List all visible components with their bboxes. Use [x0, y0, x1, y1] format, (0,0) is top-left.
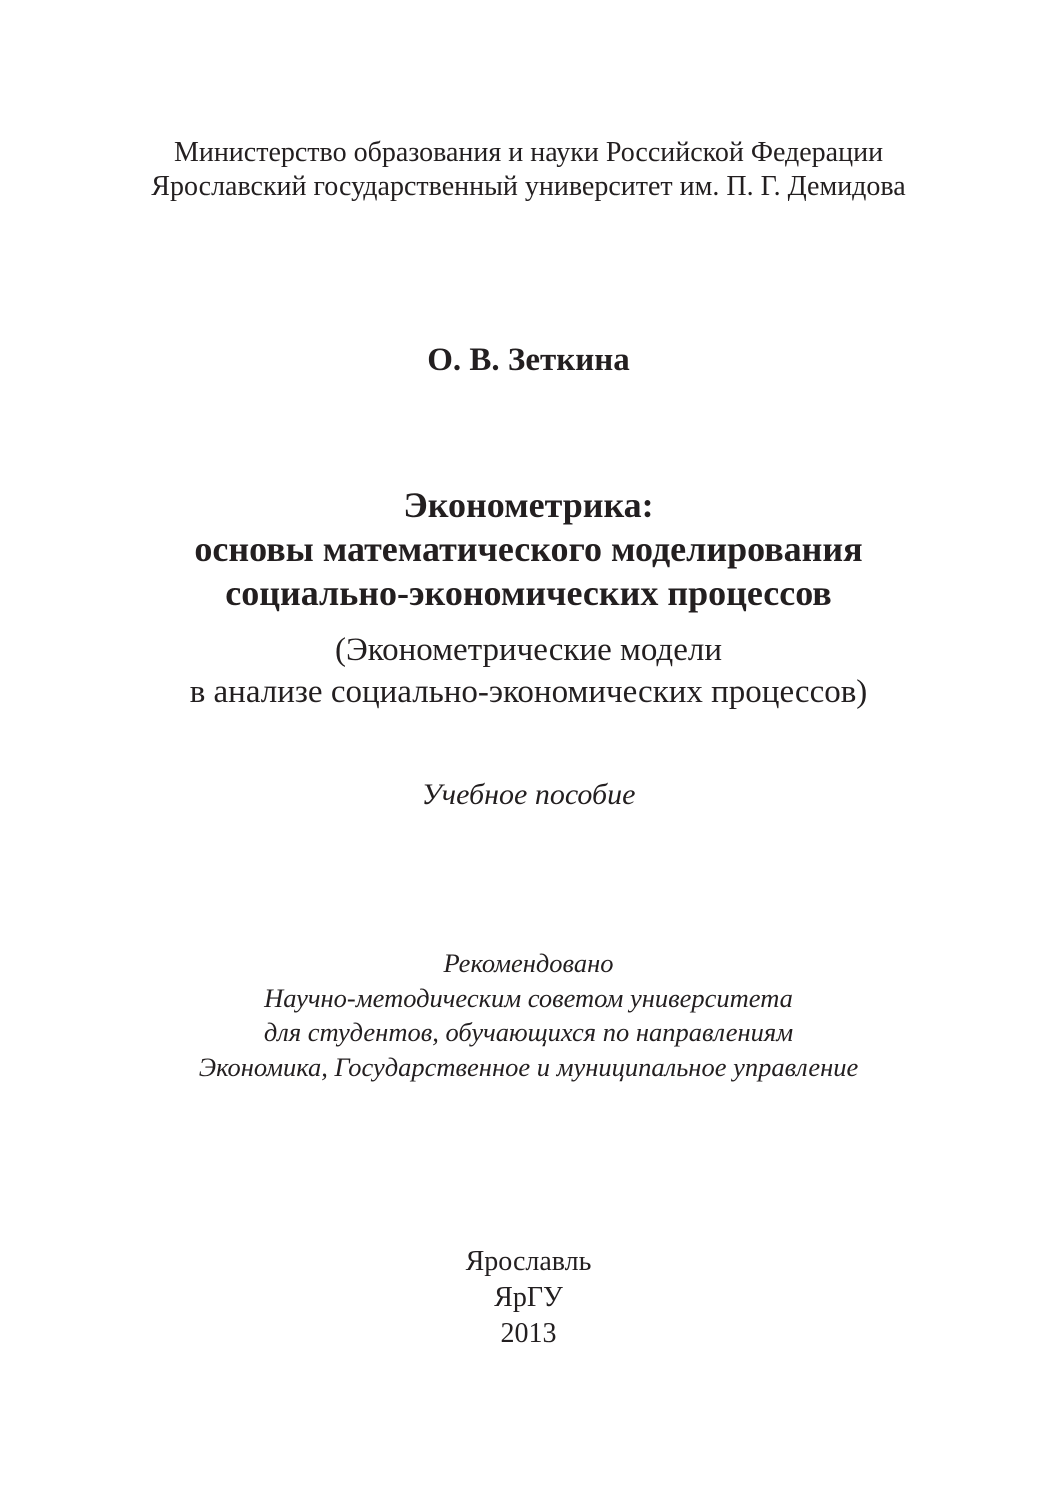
book-subtitle [0, 629, 1057, 713]
university-name: Ярославский государственный университет им. П. Г. Демидова [151, 171, 906, 202]
recommendation-line-2: Научно-методическим советом университета [264, 982, 793, 1013]
author-name: О. В. Зеткина [427, 342, 630, 378]
subtitle-line-2: в анализе социально-экономических процессов) [189, 674, 868, 710]
document-type: Учебное пособие [421, 778, 636, 811]
institution-header [0, 136, 1057, 204]
title-line-1: Эконометрика: [403, 485, 654, 525]
imprint [0, 1244, 1057, 1352]
title-line-2: основы математического моделирования [194, 529, 863, 569]
recommendation-line-1: Рекомендовано [443, 948, 614, 978]
imprint-publisher: ЯрГУ [494, 1282, 563, 1313]
imprint-city: Ярославль [465, 1246, 592, 1277]
subtitle-line-1: (Эконометрические модели [335, 632, 722, 668]
recommendation-line-3: для студентов, обучающихся по направлениям [263, 1017, 794, 1047]
title-line-3: социально-экономических процессов [225, 573, 832, 613]
ministry-name: Министерство образования и науки Российской Федерации [173, 137, 884, 168]
imprint-year: 2013 [500, 1318, 557, 1349]
book-title [0, 483, 1057, 615]
recommendation-note [0, 946, 1057, 1084]
recommendation-line-4: Экономика, Государственное и муниципальное управление [198, 1051, 859, 1082]
